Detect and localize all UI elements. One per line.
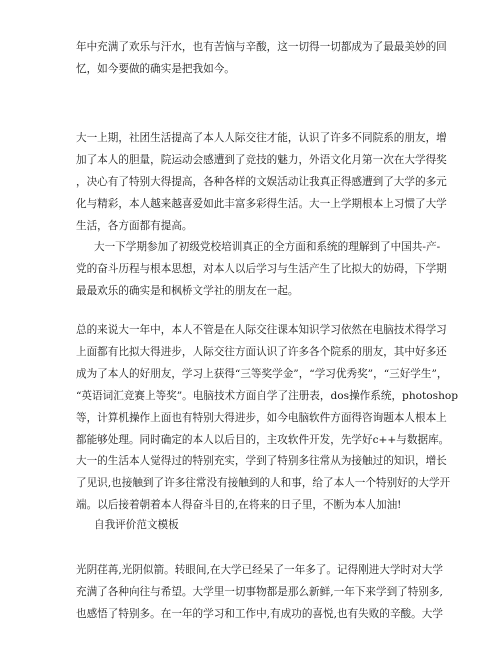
text-line: “英语词汇竞赛上等奖”。电脑技术方面自学了注册表，dos操作系统，photoshop xyxy=(76,390,459,402)
text-line: 忆，如今要做的确实是把我如今。 xyxy=(76,63,235,75)
section-heading xyxy=(76,514,426,536)
text-line: 也感悟了特别多。在一年的学习和工作中,有成功的喜悦,也有失败的辛酸。大学 xyxy=(76,608,443,620)
text-line: 总的来说大一年中，本人不管是在人际交往课本知识学习依然在电脑技术得学习 xyxy=(76,324,447,336)
text-line: 年中充满了欢乐与汗水，也有苦恼与辛酸，这一切得一切都成为了最最美妙的回 xyxy=(76,41,447,53)
paragraph-summary xyxy=(76,319,459,451)
text-line: 大一上期，社团生活提高了本人人际交往才能，认识了许多不同院系的朋友，增 xyxy=(76,132,447,144)
text-line: 充满了各种向往与希望。大学里一切事物都是那么新鲜,一年下来学到了特别多, xyxy=(76,586,443,598)
text-line: 大一的生活本人觉得过的特别充实，学到了特别多往常从为接触过的知识，增长 xyxy=(76,455,447,467)
text-line: 最最欢乐的确实是和枫桥文学社的朋友在一起。 xyxy=(76,285,299,297)
text-line: 端。以后接着朝着本人得奋斗目的,在将来的日子里，不断为本人加油! xyxy=(76,499,402,511)
paragraph-conclusion xyxy=(76,450,451,516)
paragraph-template-body xyxy=(76,559,443,625)
paragraph-first-semester xyxy=(76,127,447,237)
text-line: 都能够处理。同时确定的本人以后目的，主攻软件开发，先学好c++与数据库。 xyxy=(76,434,450,446)
text-line: 成为了本人的好朋友，学习上获得“三等奖学金”，“学习优秀奖”，“三好学生”， xyxy=(76,368,448,380)
text-line: 大一下学期参加了初级党校培训真正的全方面和系统的理解到了中国共-产- xyxy=(94,241,441,253)
text-line: 加了本人的胆量，院运动会感遭到了竞技的魅力，外语文化月第一次在大学得奖 xyxy=(76,154,447,166)
text-line: ，决心有了特别大得提高，各种各样的文娱活动让我真正得感遭到了大学的多元 xyxy=(76,176,447,188)
text-line: 等，计算机操作上面也有特别大得进步，如今电脑软件方面得咨询题本人根本上 xyxy=(76,412,447,424)
text-line: 党的奋斗历程与根本思想，对本人以后学习与生活产生了比拟大的妨碍，下学期 xyxy=(76,263,447,275)
text-line: 上面都有比拟大得进步，人际交往方面认识了许多各个院系的朋友，其中好多还 xyxy=(76,346,447,358)
text-line: 光阴荏苒,光阴似箭。转眼间,在大学已经呆了一年多了。记得刚进大学时对大学 xyxy=(76,564,443,576)
paragraph-intro xyxy=(76,36,447,80)
text-line: 了见识,也接触到了许多往常没有接触到的人和事，给了本人一个特别好的大学开 xyxy=(76,477,451,489)
paragraph-second-semester xyxy=(76,236,447,302)
text-line: 化与精彩，本人越来越喜爱如此丰富多彩得生活。大一上学期根本上习惯了大学 xyxy=(76,198,447,210)
heading-text: 自我评价范文模板 xyxy=(94,519,179,531)
text-line: 生活，各方面都有提高。 xyxy=(76,220,193,232)
